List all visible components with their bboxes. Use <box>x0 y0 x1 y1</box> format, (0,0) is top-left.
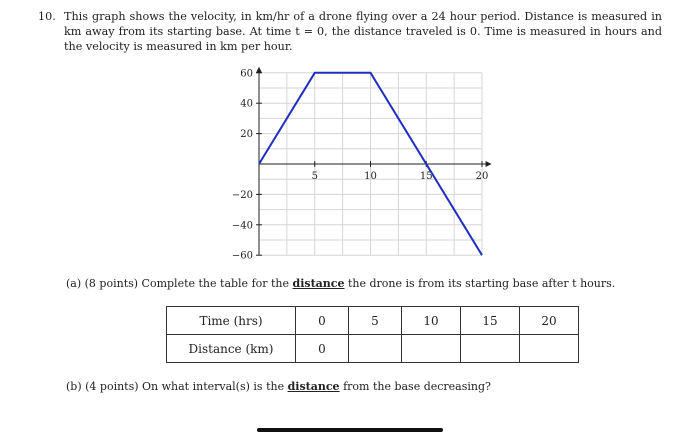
distance-table <box>166 306 579 363</box>
distance-header: Distance (km) <box>167 335 296 363</box>
distance-cell[interactable] <box>520 335 579 363</box>
y-tick-label: 40 <box>240 98 253 110</box>
y-tick-label: 20 <box>240 129 253 141</box>
time-header: Time (hrs) <box>167 307 296 335</box>
velocity-graph <box>228 60 498 260</box>
distance-cell[interactable] <box>349 335 402 363</box>
part-b-label: (b) (4 points) On what interval(s) is the <box>66 380 285 393</box>
part-b-rest: from the base decreasing? <box>343 380 491 393</box>
part-b-question <box>66 380 491 393</box>
part-a-question <box>66 277 615 290</box>
y-tick-label: 60 <box>240 68 253 80</box>
problem-text: This graph shows the velocity, in km/hr of a drone flying over a 24 hour period. Distance is measured in km away from its starting base. At time t = 0, the distance traveled is 0. Time is measured in hours and the velocity is measured in km per hour. <box>64 10 662 53</box>
distance-cell[interactable] <box>461 335 520 363</box>
y-tick-label: −20 <box>231 189 253 201</box>
x-tick-label: 20 <box>475 171 489 182</box>
x-tick-label: 10 <box>364 171 377 182</box>
distance-cell[interactable]: 0 <box>296 335 349 363</box>
distance-cell[interactable] <box>402 335 461 363</box>
time-cell: 0 <box>296 307 349 335</box>
time-cell: 5 <box>349 307 402 335</box>
part-a-label: (a) (8 points) Complete the table for the <box>66 277 290 290</box>
part-a-bold: distance <box>292 277 345 290</box>
x-tick-label: 5 <box>311 171 318 182</box>
problem-number: 10. <box>38 10 56 23</box>
table-row-distance <box>167 335 579 363</box>
home-indicator <box>257 428 443 432</box>
time-cell: 20 <box>520 307 579 335</box>
table-row-time <box>167 307 579 335</box>
part-b-bold: distance <box>287 380 340 393</box>
y-tick-label: −60 <box>231 250 253 260</box>
y-axis-arrow <box>256 67 262 73</box>
x-tick-label: 15 <box>419 171 433 182</box>
time-cell: 10 <box>402 307 461 335</box>
y-tick-label: −40 <box>231 220 253 232</box>
time-cell: 15 <box>461 307 520 335</box>
problem-statement <box>38 9 662 54</box>
x-axis-arrow <box>486 161 492 167</box>
part-a-rest: the drone is from its starting base after t hours. <box>348 277 616 290</box>
